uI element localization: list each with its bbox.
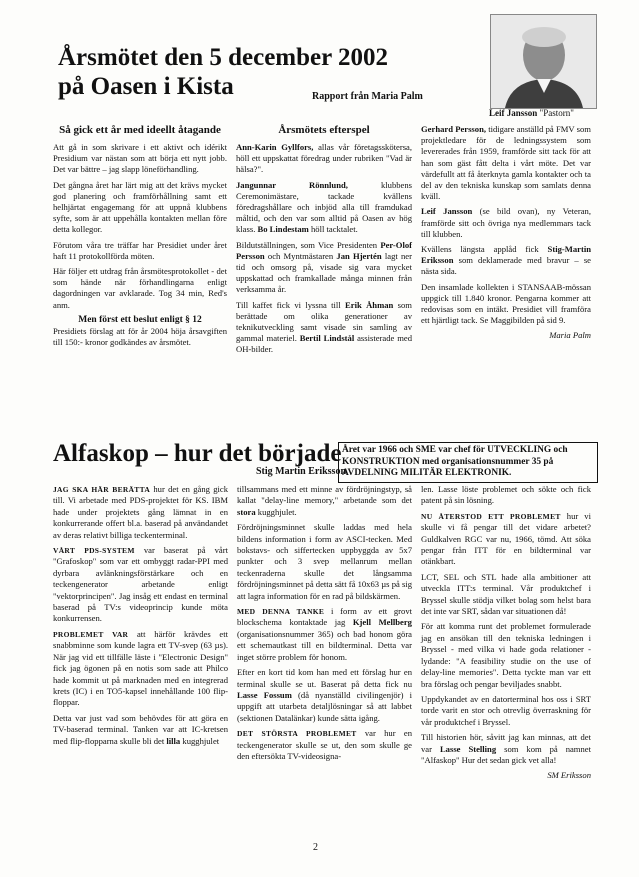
paragraph: Det gångna året har lärt mig att det krävs mycket god planering och framförhållning samt ett helhjärtat engagemang för att uppnå klubbens syfte, som är att uppehålla kontakten mellan före detta kollegor. <box>53 179 227 235</box>
column-heading: Årsmötets efterspel <box>278 124 370 136</box>
paragraph: Till kaffet fick vi lyssna till Erik Åhman som berättade om olika generationer av teknikutveckling samt visade sin samling av gammal materiel. Bertil Lindstål assisterade med OH-bilder. <box>236 299 413 355</box>
column-3 <box>421 124 591 346</box>
column-1 <box>53 124 227 352</box>
paragraph: Den insamlade kollekten i STANSAAB-mössan uppgick till 1.840 kronor. Pengarna kommer att redovisas som en intäkt. Presidiet vill framföra ett hjärtligt tack. Se Maggibilden på sid 9. <box>421 281 591 326</box>
column-2 <box>236 124 412 360</box>
paragraph: len. Lasse löste problemet och sökte och fick patent på sin lösning. <box>421 484 591 506</box>
paragraph: VÅRT PDS-SYSTEM var baserat på vårt "Grafoskop" som var ett ombyggt radar-PPI med dyrbara avlänkningsförstärkare och en teckengenerator arbetande enligt "vektorprincipen". Jag insåg ett endast en terminal baserad på TV:s videoprincip kunde möta konkurrensen. <box>53 545 228 624</box>
paragraph: Fördröjningsminnet skulle laddas med hela bildens information i form av ASCI-tecken. Med bokstavs- och siffertecken uppbyggda av 5x7 punkter och 3 svep mellanrum mellan teckenraderna skulle det långsamma fördröjningsminnet på detta sätt få 10x63 µs på sig att lagra information för en rad på bildskärmen. <box>237 522 412 601</box>
paragraph: Bildutställningen, som Vice Presidenten Per-Olof Persson och Myntmästaren Jan Hjertén lagt ner tid och omsorg på, visade sig vara mycket uppskattad och framkallade många minnen från verksamma år. <box>236 239 413 295</box>
paragraph: Jangunnar Rönnlund, klubbens Ceremonimästare, tackade kvällens föredragshållare och inbjöd alla till framdukad måltid, och den var som alltid på Oasen av hög klass. Bo Lindestam höll tacktalet. <box>236 179 412 235</box>
column-5 <box>237 484 412 766</box>
paragraph: DET STÖRSTA PROBLEMET var hur en teckengenerator skulle se ut, den som skulle ge den eftersökta TV-videosigna- <box>237 728 412 761</box>
article-title-line1: Årsmötet den 5 december 2002 <box>58 44 389 71</box>
article-title: Alfaskop – hur det började <box>53 440 342 467</box>
subheading: Men först ett beslut enligt § 12 <box>78 314 202 325</box>
signature: Maria Palm <box>549 330 591 341</box>
page-number: 2 <box>313 842 318 853</box>
column-heading: Så gick ett år med ideellt åtagande <box>59 124 221 136</box>
paragraph: Att gå in som skrivare i ett aktivt och idérikt Presidium var nästan som att börja ett nytt jobb. Det var bättre – jag slapp löneförhandling. <box>53 142 227 175</box>
info-box: Året var 1966 och SME var chef för UTVECKLING och KONSTRUKTION med organisationsnummer 35 på AVDELNING MILITÄR ELEKTRONIK. <box>338 442 598 483</box>
paragraph: Presidiets förslag att för år 2004 höja årsavgiften till 150:- kronor godkändes av årsmötet. <box>53 326 227 348</box>
paragraph: Uppdykandet av en datorterminal hos oss i SRT torde varit en stor och otrevlig överraskning för vår produktchef i Bryssel. <box>421 693 591 727</box>
article-title-line2: på Oasen i Kista <box>58 73 234 100</box>
portrait-image-icon <box>491 15 596 108</box>
signature: SM Eriksson <box>547 770 591 781</box>
paragraph: Kvällens längsta applåd fick Stig-Martin Eriksson som deklamerade med bravur – se nästa sida. <box>421 244 591 277</box>
portrait-photo <box>490 14 597 109</box>
column-4 <box>53 484 228 751</box>
paragraph: Ann-Karin Gyllfors, allas vår företagsskötersa, höll ett uppskattat föredrag under rubriken "Vad är hälsa?". <box>236 142 412 175</box>
paragraph: Till historien hör, såvitt jag kan minnas, att det var Lasse Stelling som kom på namnet "Alfaskop" Hur det sedan gick vet alla! <box>421 732 591 765</box>
paragraph: PROBLEMET VAR att härför krävdes ett snabbminne som kunde lagra ett TV-svep (63 µs). När jag vid ett tillfälle läste i "Electronic Design" fick jag ögonen på en notis som sade att Philco hade kommit ut på marknaden med en integrerad krets (IC) i en TO5-kapsel innehållande 100 flip-floppar. <box>53 628 228 708</box>
paragraph: Efter en kort tid kom han med ett förslag hur en terminal skulle se ut. Baserat på detta fick nu Lasse Fossum (då nyanställd civilingenjör) i uppgift att utarbeta detaljlösningar så att labbet (sektionen Datalänkar) kunde sätta igång. <box>237 667 412 723</box>
paragraph: JAG SKA HÄR BERÄTTA hur det en gång gick till. Vi arbetade med PDS-projektet för KS. IBM hade under projektets gång lämnat in en konkurrerande offert bl.a. baserad på användandet av deras relativt billiga teckenterminal. <box>53 484 229 540</box>
paragraph: Förutom våra tre träffar har Presidiet under året haft 11 protokollförda möten. <box>53 239 227 261</box>
paragraph: MED DENNA TANKE i form av ett grovt blockschema kontaktade jag Kjell Mellberg (organisationsnummer 365) och bad honom göra ett schemautkast till en bildterminal. Detta var inget större problem för honom. <box>237 606 413 662</box>
photo-caption: Leif Jansson "Pastorn" <box>489 108 574 118</box>
article-byline: Rapport från Maria Palm <box>312 91 423 102</box>
paragraph: LCT, SEL och STL hade alla ambitioner att utveckla ITT:s terminal. Vår produktchef i Bryssel skulle stödja vilket bolag som helst bara det inte var SRT, sådan var situationen då! <box>421 571 591 617</box>
paragraph: tillsammans med ett minne av fördröjningstyp, så kallat "delay-line memory," arbetande som det stora kugghjulet. <box>237 484 412 517</box>
paragraph: Här följer ett utdrag från årsmötesprotokollet - det som hände när förhandlingarna enligt dagordningen var avklarade. Tog 34 min, Red's anm. <box>53 266 227 310</box>
article-byline: Stig Martin Eriksson <box>256 466 347 477</box>
paragraph: För att komma runt det problemet formulerade jag en ansökan till den tekniska ledningen i Bryssel - med vilka vi hade goda relationer - lydande: "A feasibility studie on the use of delay-line memories". Detta tyckte man var ett bra förslag och pengar beviljades snabbt. <box>421 621 591 689</box>
paragraph: Gerhard Persson, tidigare anställd på FMV som projektledare för de ledningssystem som levererades från 1959, framförde sitt tack för att han som gäst fått delta i vårt möte. Det var värdefullt att få återknyta gamla kontakter och ta del av den tekniska kunskap som samlats denna kväll. <box>421 124 591 202</box>
paragraph: Detta var just vad som behövdes för att göra en TV-baserad terminal. Tanken var att IC-kretsen med flip-flopparna skulle bli det lilla kugghjulet <box>53 712 228 746</box>
column-6 <box>421 484 591 786</box>
paragraph: Leif Jansson (se bild ovan), ny Veteran, framförde sitt och övriga nya medlemmars tack till klubben. <box>421 206 591 239</box>
paragraph: NU ÅTERSTOD ETT PROBLEMET hur vi skulle vi få pengar till det vidare arbetet? Guldkalven RGC var nu, 1966, tömd. Att söka pengar från ITT för en bildterminal var otänkbart. <box>421 510 591 567</box>
